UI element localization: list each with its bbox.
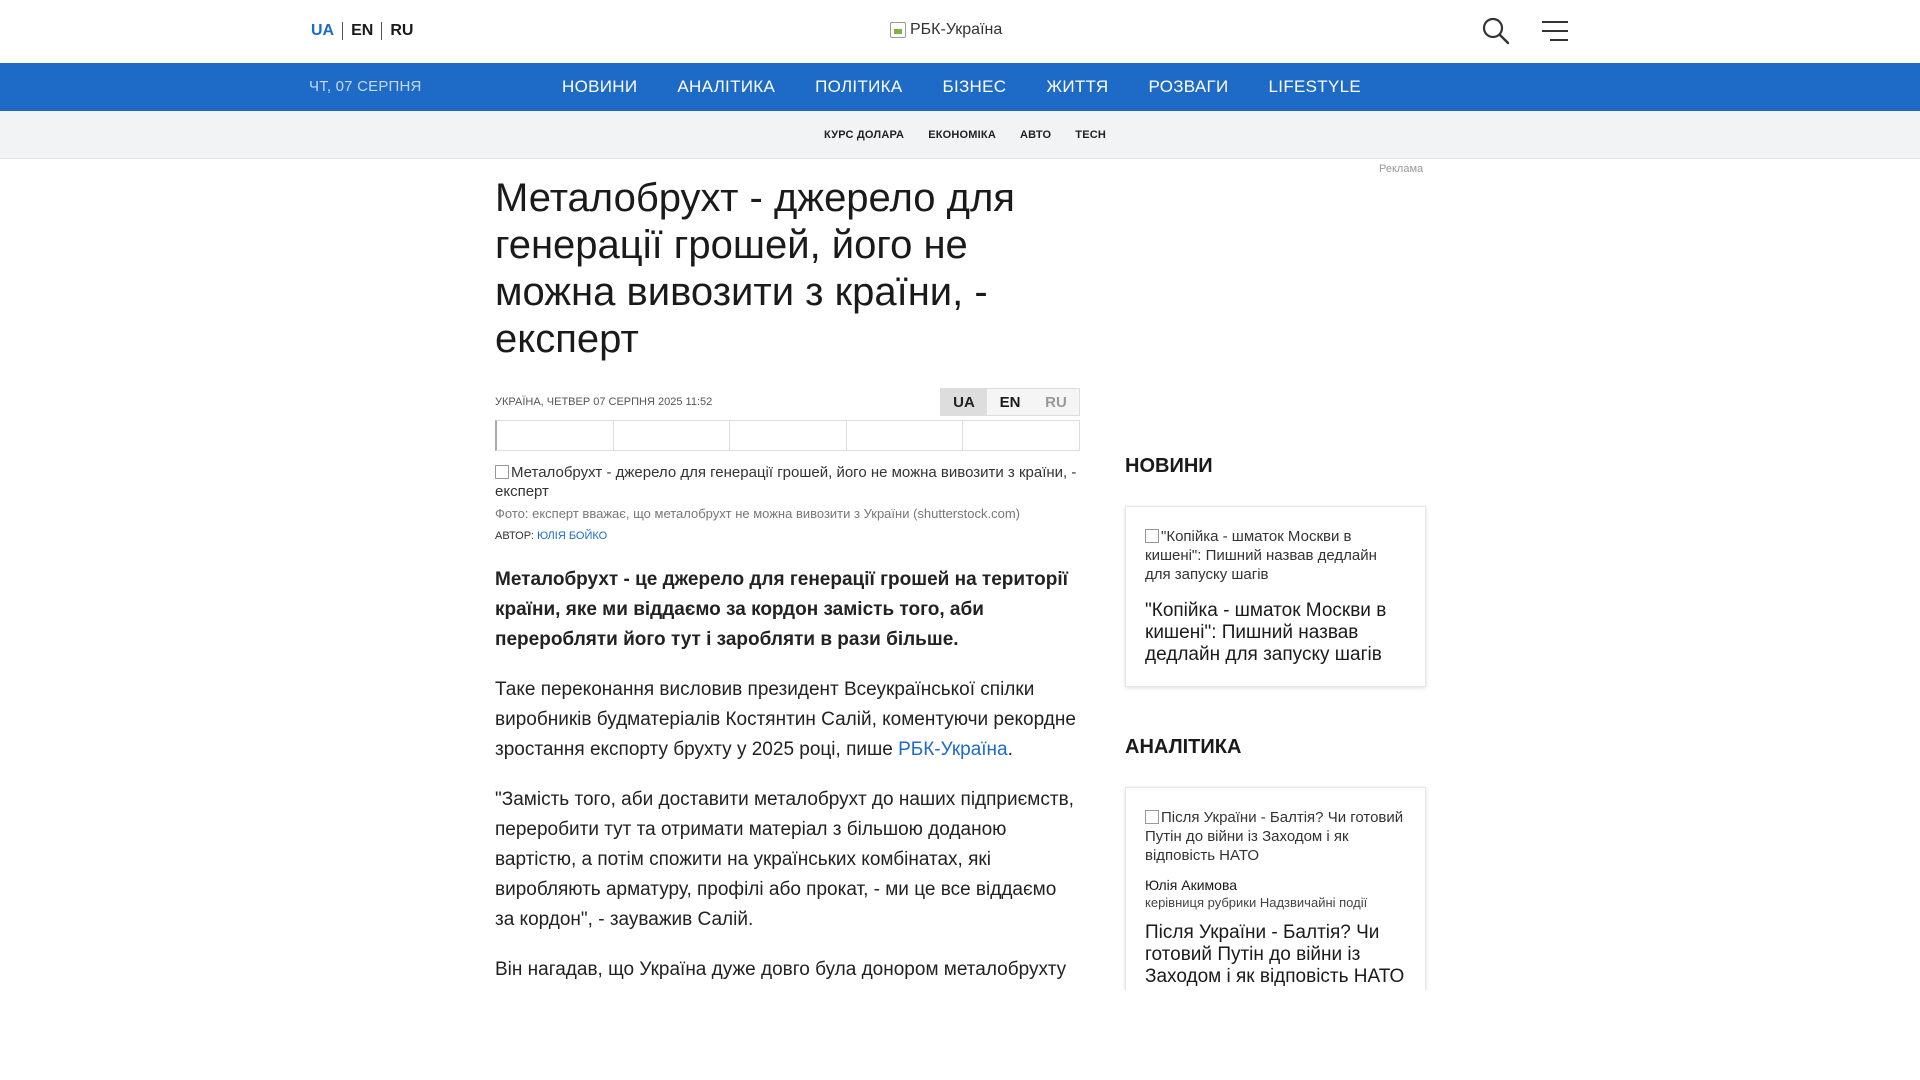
share-button[interactable]: [730, 421, 847, 450]
analytics-card-title[interactable]: Після України - Балтія? Чи готовий Путін до війни із Заходом і як відповість НАТО: [1145, 922, 1405, 987]
subnav-item-auto[interactable]: АВТО: [1020, 129, 1052, 141]
nav-item-life[interactable]: ЖИТТЯ: [1046, 77, 1109, 96]
subnav-item-tech[interactable]: TECH: [1075, 129, 1107, 141]
source-link[interactable]: РБК-Україна: [898, 739, 1008, 760]
analytics-section-title[interactable]: АНАЛІТИКА: [1125, 736, 1242, 758]
news-card-image: [1145, 527, 1406, 584]
author-label: АВТОР:: [495, 530, 534, 542]
logo-alt-text: РБК-Україна: [910, 21, 1003, 38]
article-body: [495, 565, 1080, 1005]
article-paragraph: "Замість того, аби доставити металобрухт до наших підприємств, переробити тут та отримати матеріал з більшою доданою вартістю, а потім спожити на українських комбінатах, які виробляють арматуру, профілі або прокат, - ми це все віддаємо за кордон", - зауважив Салій.: [495, 789, 1074, 930]
article-paragraph: Він нагадав, що Україна дуже довго була донором металобрухту: [495, 959, 1067, 980]
nav-items: [542, 63, 1381, 111]
news-section-title[interactable]: НОВИНИ: [1125, 455, 1213, 477]
broken-image-icon: [1145, 529, 1159, 543]
main-nav: [0, 63, 1920, 111]
nav-item-analytics[interactable]: АНАЛІТИКА: [677, 77, 776, 96]
nav-item-news[interactable]: НОВИНИ: [562, 77, 638, 96]
news-card-image-alt: "Копійка - шматок Москви в кишені": Пишний назвав дедлайн для запуску шагів: [1145, 528, 1377, 583]
ad-label: Реклама: [1379, 163, 1424, 175]
news-card[interactable]: [1125, 506, 1426, 687]
analytics-author-role: керівниця рубрики Надзвичайні події: [1145, 895, 1368, 910]
analytics-card-image-alt: Після України - Балтія? Чи готовий Путін до війни із Заходом і як відповість НАТО: [1145, 809, 1404, 864]
article-language-switch: [940, 388, 1080, 416]
article: [495, 175, 1080, 980]
subnav-item-economy[interactable]: ЕКОНОМІКА: [928, 129, 996, 141]
lang-ua-link[interactable]: UA: [311, 22, 335, 39]
nav-item-business[interactable]: БІЗНЕС: [942, 77, 1007, 96]
analytics-card-image: [1145, 808, 1406, 865]
nav-item-lifestyle[interactable]: LIFESTYLE: [1268, 77, 1362, 96]
sub-nav: [0, 111, 1920, 159]
site-logo[interactable]: [890, 21, 1002, 39]
article-headline: Металобрухт - джерело для генерації грошей, його не можна вивозити з країни, - експерт: [495, 176, 1015, 361]
lang-en-link[interactable]: EN: [351, 22, 374, 39]
nav-date: ЧТ, 07 СЕРПНЯ: [309, 78, 422, 95]
subnav-item-dollar-rate[interactable]: КУРС ДОЛАРА: [824, 129, 905, 141]
article-photo-alt: Металобрухт - джерело для генерації грошей, його не можна вивозити з країни, - експерт: [495, 464, 1077, 500]
nav-item-politics[interactable]: ПОЛІТИКА: [815, 77, 903, 96]
top-header: [0, 0, 1920, 63]
article-meta-row: [495, 388, 1080, 416]
share-button[interactable]: [963, 421, 1079, 450]
photo-caption: Фото: експерт вважає, що металобрухт не можна вивозити з України (shutterstock.com): [495, 506, 1020, 521]
share-button[interactable]: [497, 421, 614, 450]
share-buttons: [495, 420, 1080, 451]
article-photo: [495, 463, 1080, 501]
broken-image-icon: [495, 465, 509, 479]
article-lang-en[interactable]: EN: [987, 389, 1033, 415]
page-bottom-area: [0, 990, 1920, 1080]
paragraph-text: .: [1007, 739, 1013, 760]
article-paragraph: [495, 675, 1080, 765]
paragraph-text: Таке переконання висловив президент Всеукраїнської спілки виробників будматеріалів Костянтин Салій, коментуючи рекордне зростання експорту брухту у 2025 році, пише: [495, 679, 1076, 760]
news-card-title[interactable]: "Копійка - шматок Москви в кишені": Пишний назвав дедлайн для запуску шагів: [1145, 600, 1387, 665]
search-icon[interactable]: [1481, 16, 1511, 46]
nav-item-entertainment[interactable]: РОЗВАГИ: [1148, 77, 1229, 96]
subnav-items: [812, 111, 1118, 159]
broken-image-icon: [890, 22, 906, 38]
analytics-card[interactable]: [1125, 787, 1426, 1017]
lang-ru-link[interactable]: RU: [390, 22, 414, 39]
article-lang-ua[interactable]: UA: [941, 389, 987, 415]
language-switcher: [311, 22, 421, 40]
analytics-author-name[interactable]: Юлія Акимова: [1145, 877, 1238, 893]
hamburger-menu-icon[interactable]: [1540, 19, 1570, 43]
article-meta: УКРАЇНА, ЧЕТВЕР 07 СЕРПНЯ 2025 11:52: [495, 396, 713, 408]
author-link[interactable]: ЮЛІЯ БОЙКО: [536, 530, 608, 542]
share-button[interactable]: [847, 421, 964, 450]
article-author: [495, 530, 607, 542]
article-lang-ru[interactable]: RU: [1033, 389, 1079, 415]
article-lead: Металобрухт - це джерело для генерації грошей на території країни, яке ми віддаємо за кордон замість того, аби переробляти його тут і заробляти в рази більше.: [495, 569, 1068, 650]
share-button[interactable]: [614, 421, 731, 450]
broken-image-icon: [1145, 810, 1159, 824]
